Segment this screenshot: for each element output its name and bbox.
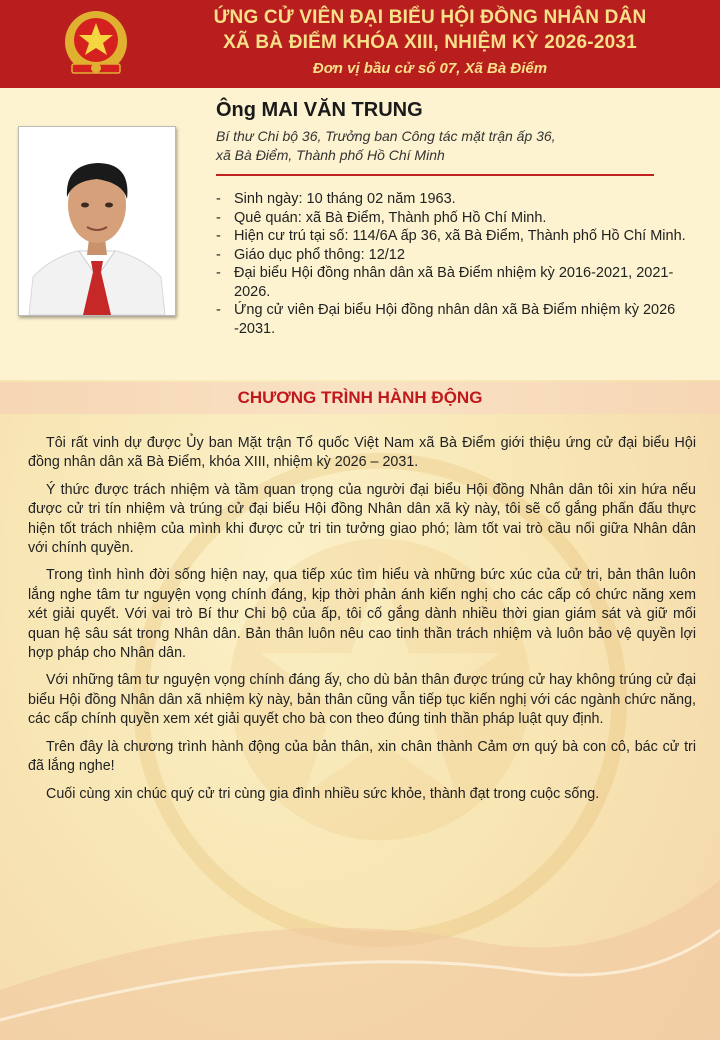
candidate-photo — [18, 126, 176, 316]
action-program-title: CHƯƠNG TRÌNH HÀNH ĐỘNG — [237, 388, 483, 407]
bio-birthdate: - Sinh ngày: 10 tháng 02 năm 1963. — [216, 190, 686, 209]
bio-hometown: - Quê quán: xã Bà Điểm, Thành phố Hồ Chí Minh. — [216, 209, 686, 228]
bio-education: - Giáo dục phổ thông: 12/12 — [216, 246, 686, 265]
action-program-body — [28, 434, 696, 812]
vietnam-national-emblem-icon — [58, 6, 134, 82]
program-paragraph-3: Trong tình hình đời sống hiện nay, qua tiếp xúc tìm hiểu và những bức xúc của cử tri, bản thân luôn lắng nghe tâm tư nguyện vọng chính đáng, kịp thời phản ánh kiến nghị cho các cấp có chức năng xem xét giải quyết. Với vai trò Bí thư Chi bộ của ấp, tôi cố gắng dành nhiều thời gian giám sát và giữ mối quan hệ sâu sát trong Nhân dân. Bản thân luôn nêu cao tinh thần trách nhiệm và luôn bảo vệ quyền lợi hợp pháp cho Nhân dân. — [28, 567, 696, 662]
program-paragraph-4: Với những tâm tư nguyện vọng chính đáng ấy, cho dù bản thân được trúng cử hay không trúng cử đại biểu Hội đồng Nhân dân xã nhiệm kỳ này, bản thân cũng vẫn tiếp tục kiến nghị với các ngành chức năng, các cấp chính quyền xem xét giải quyết cho bà con theo đúng tinh thần pháp luật quy định. — [28, 672, 696, 728]
bio-candidacy: - Ứng cử viên Đại biểu Hội đồng nhân dân xã Bà Điểm nhiệm kỳ 2026 -2031. — [216, 301, 686, 338]
candidate-portrait-image — [19, 127, 175, 315]
candidate-position — [216, 127, 686, 165]
program-paragraph-5: Trên đây là chương trình hành động của bản thân, xin chân thành Cảm ơn quý bà con cô, bác cử tri đã lắng nghe! — [28, 738, 696, 775]
decorative-swoosh — [0, 820, 720, 1040]
header-subtitle: Đơn vị bầu cử số 07, Xã Bà Điểm — [312, 60, 548, 77]
candidate-name: Ông MAI VĂN TRUNG — [216, 99, 423, 121]
bio-residence: - Hiện cư trú tại số: 114/6A ấp 36, xã Bà Điểm, Thành phố Hồ Chí Minh. — [216, 227, 686, 246]
candidate-profile — [0, 88, 720, 380]
bio-past-terms: - Đại biểu Hội đồng nhân dân xã Bà Điểm nhiệm kỳ 2016-2021, 2021-2026. — [216, 264, 686, 301]
program-paragraph-1: Tôi rất vinh dự được Ủy ban Mặt trận Tổ quốc Việt Nam xã Bà Điểm giới thiệu ứng cử đại biểu Hội đồng nhân dân xã Bà Điểm, khóa XIII, nhiệm kỳ 2026 – 2031. — [28, 435, 696, 471]
candidate-position-line-1: Bí thư Chi bộ 36, Trưởng ban Công tác mặt trận ấp 36, — [216, 128, 556, 144]
header-title-line-1: ỨNG CỬ VIÊN ĐẠI BIỂU HỘI ĐỒNG NHÂN DÂN — [213, 7, 647, 28]
header-banner — [0, 0, 720, 88]
candidate-position-line-2: xã Bà Điểm, Thành phố Hồ Chí Minh — [216, 147, 445, 163]
candidate-bio-list — [216, 190, 686, 338]
profile-divider — [216, 174, 654, 176]
header-title-line-2: XÃ BÀ ĐIỂM KHÓA XIII, NHIỆM KỲ 2026-2031 — [223, 32, 637, 53]
program-paragraph-6: Cuối cùng xin chúc quý cử tri cùng gia đình nhiều sức khỏe, thành đạt trong cuộc sống. — [46, 785, 600, 802]
program-paragraph-2: Ý thức được trách nhiệm và tầm quan trọng của người đại biểu Hội đồng Nhân dân tôi xin hứa nếu được cử tri tín nhiệm và trúng cử đại biểu Hội đồng Nhân dân xã kỳ này, tôi sẽ cố gắng phấn đấu thực hiện tốt trách nhiệm của mình khi được cử tri tin tưởng giao phó; làm tốt vai trò cầu nối giữa Nhân dân với chính quyền. — [28, 481, 696, 557]
